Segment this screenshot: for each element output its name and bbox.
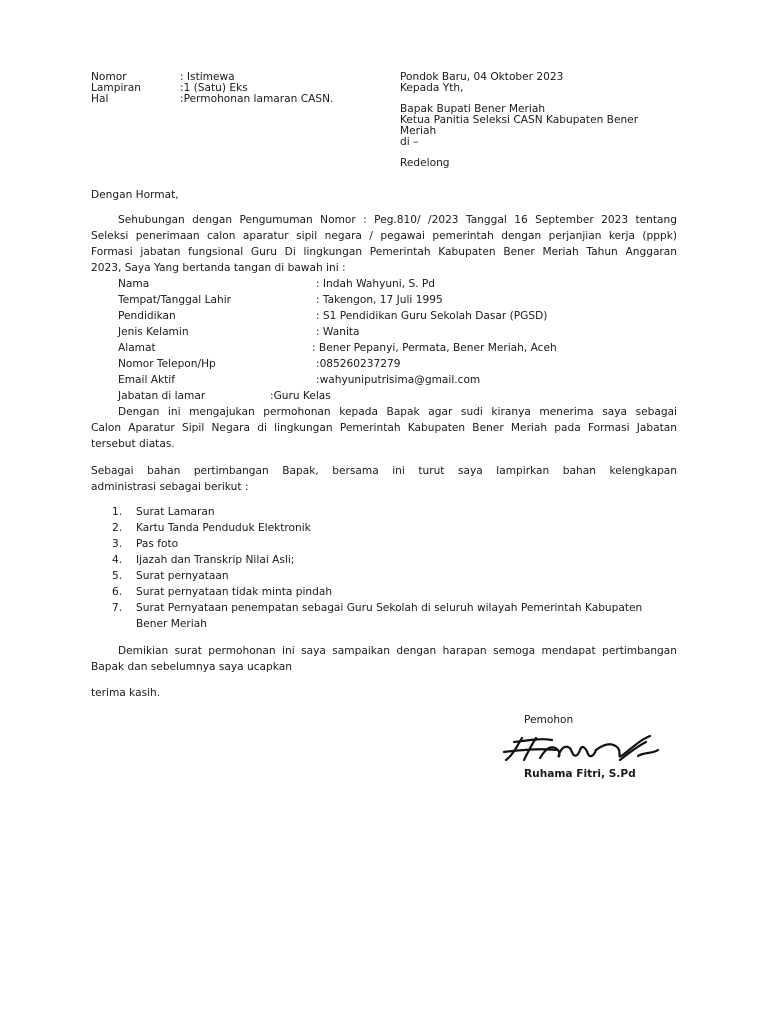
identity-label: Jabatan di lamar <box>118 390 206 402</box>
list-text: Ijazah dan Transkrip Nilai Asli; <box>136 554 295 566</box>
identity-label: Nama <box>118 278 150 290</box>
signature-role: Pemohon <box>524 714 574 726</box>
recipient-line-1: Bapak Bupati Bener Meriah <box>400 103 546 115</box>
identity-label: Nomor Telepon/Hp <box>118 358 216 370</box>
hal-label: Hal <box>91 93 109 105</box>
lampiran-label: Lampiran <box>91 82 141 94</box>
nomor-label: Nomor <box>91 71 127 83</box>
request-line-2: Calon Aparatur Sipil Negara di lingkungan Pemerintah Kabupaten Bener Meriah pada Formasi Jabatan <box>91 422 677 434</box>
list-number: 4. <box>112 554 123 566</box>
list-text: Surat pernyataan tidak minta pindah <box>136 586 333 598</box>
identity-label: Email Aktif <box>118 374 175 386</box>
list-text: Kartu Tanda Penduduk Elektronik <box>136 522 311 534</box>
greeting: Dengan Hormat, <box>91 189 179 201</box>
intro-line-4: 2023, Saya Yang bertanda tangan di bawah ini : <box>91 262 346 274</box>
nomor-value: : Istimewa <box>180 71 235 83</box>
intro-line-3: Formasi jabatan fungsional Guru Di lingkungan Pemerintah Kabupaten Bener Meriah Tahun Anggaran <box>91 246 677 258</box>
recipient-city: Redelong <box>400 157 450 169</box>
attachment-intro-line-2: administrasi sebagai berikut : <box>91 481 249 493</box>
identity-value: :wahyuniputrisima@gmail.com <box>316 374 481 386</box>
identity-label: Tempat/Tanggal Lahir <box>118 294 232 306</box>
recipient-di: di – <box>400 136 419 148</box>
signature-name: Ruhama Fitri, S.Pd <box>524 768 636 780</box>
intro-line-1: Sehubungan dengan Pengumuman Nomor : Peg.810/ /2023 Tanggal 16 September 2023 tentang <box>118 214 677 226</box>
identity-label: Alamat <box>118 342 156 354</box>
list-text: Surat Pernyataan penempatan sebagai Guru Sekolah di seluruh wilayah Pemerintah Kabupaten <box>136 602 643 614</box>
hal-value: :Permohonan lamaran CASN. <box>180 93 334 105</box>
recipient-line-2: Ketua Panitia Seleksi CASN Kabupaten Bener <box>400 114 639 126</box>
identity-value: : Takengon, 17 Juli 1995 <box>316 294 443 306</box>
list-number: 1. <box>112 506 123 518</box>
request-line-1: Dengan ini mengajukan permohonan kepada Bapak agar sudi kiranya menerima saya sebagai <box>118 406 677 418</box>
identity-label: Jenis Kelamin <box>118 326 189 338</box>
kepada-yth: Kepada Yth, <box>400 82 464 94</box>
list-number: 7. <box>112 602 123 614</box>
identity-value: :Guru Kelas <box>270 390 331 402</box>
identity-value: :085260237279 <box>316 358 401 370</box>
intro-line-2: Seleksi penerimaan calon aparatur sipil negara / pegawai pemerintah dengan perjanjian kerja (pppk) <box>91 230 677 242</box>
list-text: Surat Lamaran <box>136 506 215 518</box>
identity-label: Pendidikan <box>118 310 176 322</box>
lampiran-value: :1 (Satu) Eks <box>180 82 248 94</box>
list-text: Bener Meriah <box>136 618 207 630</box>
list-text: Surat pernyataan <box>136 570 229 582</box>
list-number: 6. <box>112 586 123 598</box>
list-text: Pas foto <box>136 538 179 550</box>
recipient-line-3: Meriah <box>400 125 437 137</box>
handwritten-signature <box>500 730 668 770</box>
identity-value: : Bener Pepanyi, Permata, Bener Meriah, Aceh <box>312 342 557 354</box>
place-date: Pondok Baru, 04 Oktober 2023 <box>400 71 564 83</box>
list-number: 2. <box>112 522 123 534</box>
identity-value: : Indah Wahyuni, S. Pd <box>316 278 436 290</box>
list-number: 5. <box>112 570 123 582</box>
closing-line-2: Bapak dan sebelumnya saya ucapkan <box>91 661 292 673</box>
attachment-intro-line-1: Sebagai bahan pertimbangan Bapak, bersama ini turut saya lampirkan bahan kelengkapan <box>91 465 677 477</box>
closing-line-1: Demikian surat permohonan ini saya sampaikan dengan harapan semoga mendapat pertimbangan <box>118 645 677 657</box>
identity-value: : S1 Pendidikan Guru Sekolah Dasar (PGSD) <box>316 310 548 322</box>
closing-line-3: terima kasih. <box>91 687 161 699</box>
request-line-3: tersebut diatas. <box>91 438 175 450</box>
identity-value: : Wanita <box>316 326 360 338</box>
list-number: 3. <box>112 538 123 550</box>
